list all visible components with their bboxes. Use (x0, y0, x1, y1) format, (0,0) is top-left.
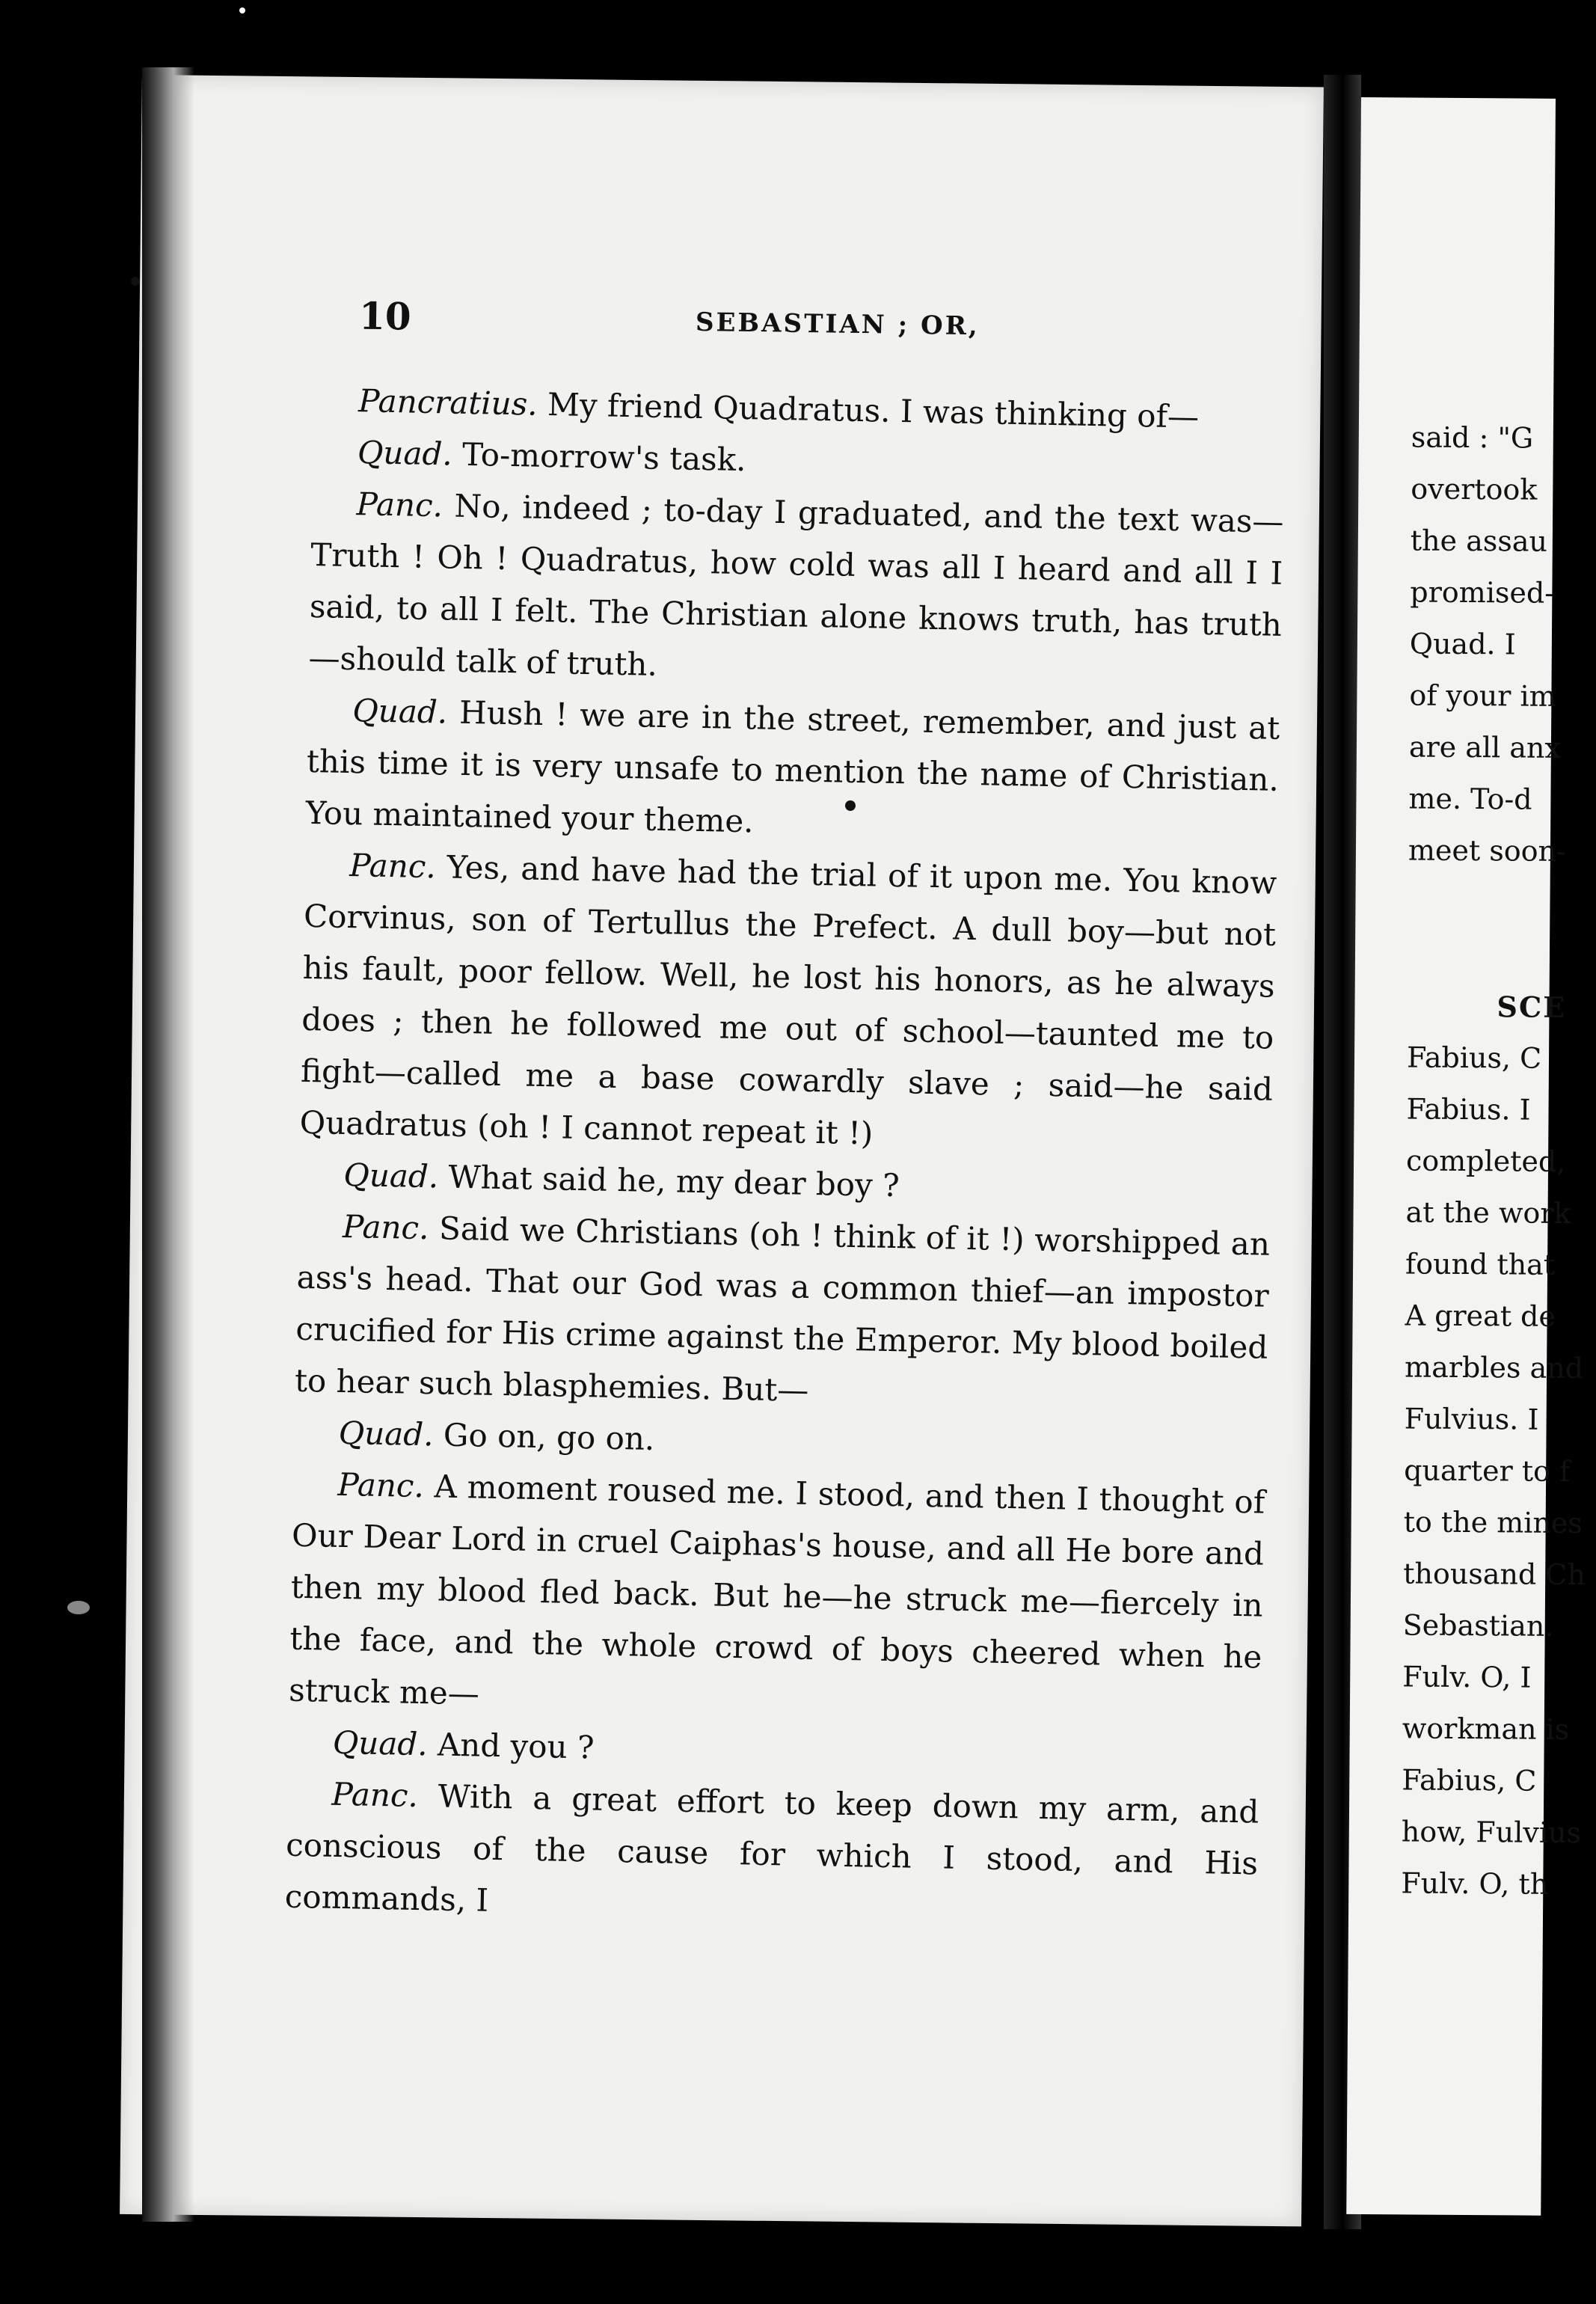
right-line: me. To-d (1408, 782, 1532, 816)
scene-heading: SCE (1497, 990, 1567, 1024)
right-line: of your im (1409, 678, 1556, 713)
right-line: found that (1405, 1247, 1556, 1281)
speech-text: Said we Christians (oh ! think of it !) worshipped an ass's head. That our God was a common thief—an impostor crucified for His crime against the Emperor. My blood boiled to hear such blasphemies. But— (294, 1210, 1271, 1409)
speech-text: Hush ! we are in the street, remember, and just at this time it is very unsafe to mention the name of Christian. You maintained your theme. (305, 693, 1280, 840)
speaker-name: Quad. (338, 1414, 435, 1453)
right-line: quarter to f (1404, 1453, 1571, 1488)
scan-speck (845, 800, 856, 811)
speaker-name: Quad. (352, 692, 448, 731)
right-line: Fulv. O, I (1402, 1660, 1532, 1694)
speech-text: Yes, and have had the trial of it upon me. You know Corvinus, son of Tertullus the Prefect. A dull boy—but not his fault, poor fellow. Well, he lost his honors, as he always does ; then he followed me out of school—taunted me to fight—called me a base cowardly slave ; said—he said Quadratus (oh ! I cannot repeat it !) (299, 848, 1277, 1152)
dialogue-paragraph (289, 1458, 1265, 1735)
speech-text: Go on, go on. (433, 1416, 655, 1457)
scan-speck (239, 7, 245, 13)
right-line: the assau (1410, 524, 1548, 558)
right-line: how, Fulvius (1401, 1815, 1582, 1850)
right-line: workman is (1402, 1712, 1570, 1746)
right-line: Sebastian. (1402, 1608, 1554, 1643)
speech-text: And you ? (427, 1726, 595, 1766)
right-line: completed, (1405, 1144, 1566, 1178)
dialogue-paragraph (299, 839, 1277, 1167)
speaker-name: Pancratius. (357, 382, 538, 423)
speaker-name: Panc. (331, 1775, 419, 1815)
right-line: overtook (1411, 472, 1538, 506)
dialogue-paragraph (284, 1768, 1259, 1941)
right-line: at the work (1405, 1195, 1571, 1230)
scan-speck (67, 1601, 90, 1614)
speaker-name: Quad. (332, 1724, 429, 1763)
speech-text: A moment roused me. I stood, and then I thought of Our Dear Lord in cruel Caiphas's house, and all He bore and then my blood fled back. But he—he struck me—fiercely in the face, and the whole crowd of boys cheered when he struck me— (288, 1468, 1265, 1712)
right-line: Quad. I (1409, 627, 1516, 661)
dialogue-paragraph (305, 684, 1280, 857)
dialogue-paragraph (308, 477, 1284, 702)
speech-text: My friend Quadratus. I was thinking of— (537, 385, 1200, 435)
right-line: Fabius, C (1406, 1041, 1542, 1075)
speech-text: No, indeed ; to-day I graduated, and the text was—Truth ! Oh ! Quadratus, how cold was all I heard and all I I said, to all I felt. The Christian alone knows truth, has truth —should talk of truth. (308, 487, 1284, 683)
running-title: SEBASTIAN ; OR, (695, 307, 980, 342)
speaker-name: Panc. (342, 1207, 429, 1247)
right-line: Fulv. O, th (1401, 1866, 1549, 1901)
right-line: to the mines (1403, 1505, 1583, 1540)
right-line: marbles and (1404, 1350, 1584, 1385)
right-page (1346, 97, 1586, 2216)
right-page-text (1401, 411, 1594, 1911)
speaker-name: Panc. (337, 1465, 425, 1505)
right-line: said : "G (1411, 420, 1534, 455)
speech-text: To-morrow's task. (452, 435, 746, 479)
right-line: thousand Ch (1403, 1557, 1586, 1592)
right-line: A great de (1405, 1299, 1556, 1333)
speaker-name: Panc. (349, 847, 437, 886)
dialogue-text (284, 374, 1286, 1941)
spine-shadow (142, 67, 194, 2222)
right-line: Fulvius. I (1404, 1402, 1539, 1436)
right-line: promised- (1410, 575, 1555, 610)
right-line: Fabius, C (1402, 1763, 1537, 1798)
page-number: 10 (358, 293, 412, 339)
speech-text: With a great effort to keep down my arm, and conscious of the cause for which I stood, and His commands, I (284, 1777, 1259, 1919)
speaker-name: Panc. (356, 485, 443, 524)
right-line: are all anx (1408, 730, 1562, 765)
scan-speck (131, 277, 140, 286)
right-line: meet soon- (1408, 833, 1567, 868)
right-line: Fabius. I (1406, 1092, 1531, 1127)
speech-text: What said he, my dear boy ? (438, 1158, 900, 1204)
speaker-name: Quad. (343, 1156, 439, 1195)
speaker-name: Quad. (357, 434, 453, 473)
dialogue-paragraph (295, 1200, 1271, 1425)
